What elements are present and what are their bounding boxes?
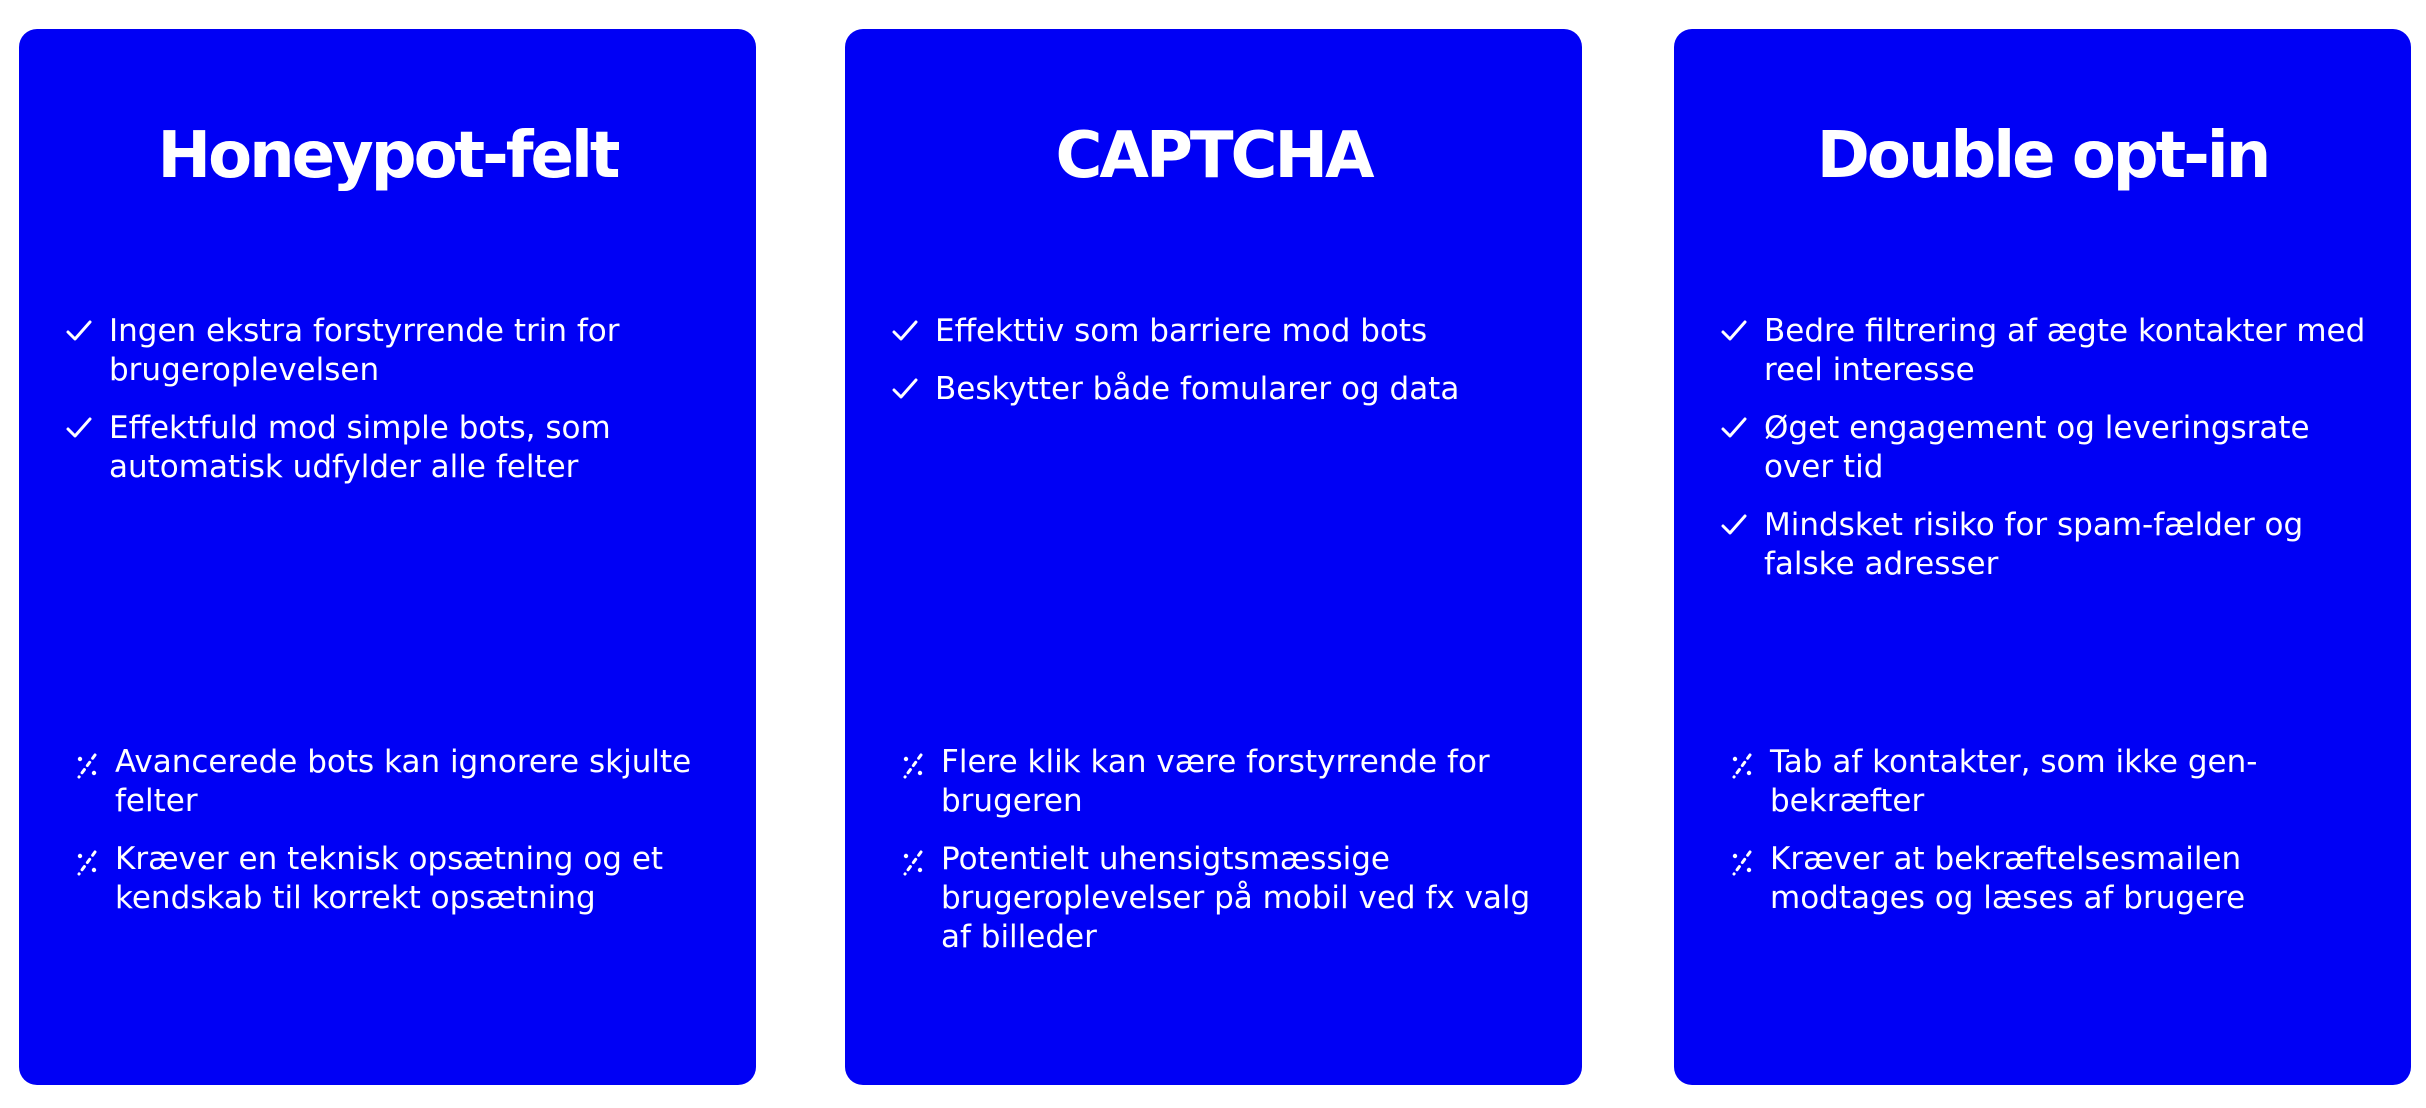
- pro-text: Effekttiv som barriere mod bots: [935, 313, 1428, 349]
- pro-text: Ingen ekstra forstyrrende trin for brugeroplevelsen: [109, 313, 620, 388]
- pro-item: [1720, 409, 2375, 487]
- dashed-slash-icon: [901, 849, 925, 877]
- pro-item: [1720, 506, 2375, 584]
- pro-text: Effektfuld mod simple bots, som automatisk udfylder alle felter: [109, 410, 611, 485]
- con-item: [1730, 743, 2375, 821]
- con-item: [901, 840, 1546, 957]
- pro-text: Bedre filtrering af ægte kontakter med reel interesse: [1764, 313, 2366, 388]
- con-text: Flere klik kan være forstyrrende for brugeren: [941, 744, 1490, 819]
- pro-text: Mindsket risiko for spam-fælder og falske adresser: [1764, 507, 2304, 582]
- pro-item: [1720, 312, 2375, 390]
- con-text: Avancerede bots kan ignorere skjulte felter: [115, 744, 692, 819]
- dashed-slash-icon: [1730, 849, 1754, 877]
- dashed-slash-icon: [1730, 752, 1754, 780]
- cons-list: [75, 743, 720, 937]
- pro-item: [65, 312, 720, 390]
- card-title: Honeypot-felt: [157, 119, 618, 193]
- cons-list: [1730, 743, 2375, 937]
- card-title: CAPTCHA: [1055, 119, 1372, 193]
- dashed-slash-icon: [75, 849, 99, 877]
- check-icon: [1720, 317, 1748, 345]
- pros-list: [891, 312, 1546, 428]
- card-double-opt-in: [1674, 29, 2411, 1085]
- cons-list: [901, 743, 1546, 976]
- card-title: Double opt-in: [1816, 119, 2269, 193]
- card-captcha: [845, 29, 1582, 1085]
- dashed-slash-icon: [75, 752, 99, 780]
- pro-item: [891, 312, 1546, 351]
- con-text: Potentielt uhensigtsmæssige brugeroplevelser på mobil ved fx valg af billeder: [941, 841, 1531, 955]
- check-icon: [65, 414, 93, 442]
- con-item: [901, 743, 1546, 821]
- card-honeypot: [19, 29, 756, 1085]
- pro-item: [891, 370, 1546, 409]
- check-icon: [65, 317, 93, 345]
- check-icon: [891, 317, 919, 345]
- pro-item: [65, 409, 720, 487]
- con-text: Tab af kontakter, som ikke gen-bekræfter: [1770, 744, 2258, 819]
- con-text: Kræver en teknisk opsætning og et kendskab til korrekt opsætning: [115, 841, 664, 916]
- pros-list: [1720, 312, 2375, 603]
- con-item: [75, 743, 720, 821]
- pro-text: Øget engagement og leveringsrate over tid: [1764, 410, 2310, 485]
- con-item: [1730, 840, 2375, 918]
- check-icon: [1720, 414, 1748, 442]
- check-icon: [891, 375, 919, 403]
- con-text: Kræver at bekræftelsesmailen modtages og læses af brugere: [1770, 841, 2246, 916]
- dashed-slash-icon: [901, 752, 925, 780]
- pro-text: Beskytter både fomularer og data: [935, 371, 1460, 407]
- con-item: [75, 840, 720, 918]
- check-icon: [1720, 511, 1748, 539]
- pros-list: [65, 312, 720, 506]
